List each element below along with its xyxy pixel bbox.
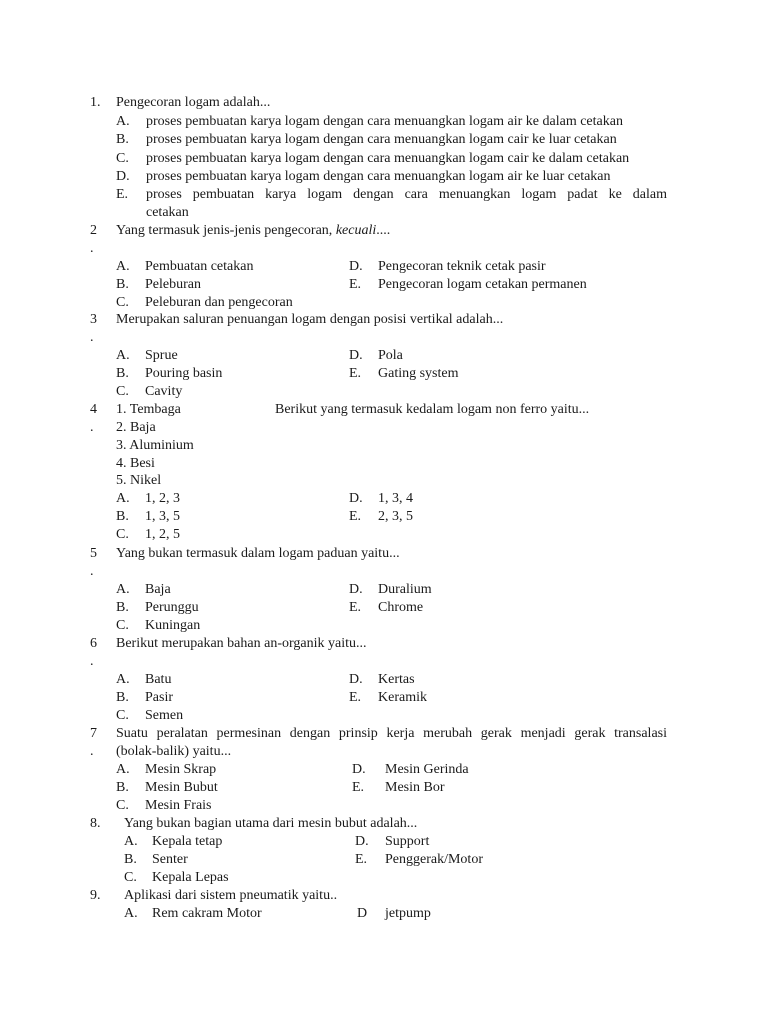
option-text: proses pembuatan karya logam dengan cara menuangkan logam padat ke dalam: [146, 187, 667, 202]
option-text: Senter: [152, 852, 188, 867]
question-number-dot: .: [90, 744, 94, 759]
option-text: proses pembuatan karya logam dengan cara menuangkan logam air ke luar cetakan: [146, 169, 611, 184]
option-letter: D.: [349, 348, 363, 363]
question-number: 8.: [90, 816, 101, 831]
option-letter: B.: [116, 600, 129, 615]
question-text: Merupakan saluran penuangan logam dengan posisi vertikal adalah...: [116, 312, 504, 327]
option-letter: E.: [349, 600, 362, 615]
question-text: Suatu peralatan permesinan dengan prinsip kerja merubah gerak menjadi gerak transalasi: [116, 726, 667, 741]
option-letter: E.: [349, 690, 362, 705]
option-letter: B.: [116, 366, 129, 381]
option-letter: B.: [116, 690, 129, 705]
option-letter: A.: [116, 348, 130, 363]
option-letter: E.: [349, 366, 362, 381]
material-list-item: 2. Baja: [116, 420, 156, 435]
question-number-dot: .: [90, 420, 94, 435]
option-letter: C.: [116, 618, 129, 633]
question-text-continued: (bolak-balik) yaitu...: [116, 744, 232, 759]
option-text: Chrome: [378, 600, 424, 615]
option-text-continued: cetakan: [146, 205, 189, 220]
question-number: 1.: [90, 95, 101, 110]
option-text: 1, 3, 4: [378, 491, 413, 506]
option-text: Keramik: [378, 690, 427, 705]
option-letter: C.: [116, 384, 129, 399]
question-text-main: Yang termasuk jenis-jenis pengecoran,: [116, 223, 336, 238]
option-letter: A.: [116, 114, 130, 129]
question-number-dot: .: [90, 654, 94, 669]
option-text: Peleburan: [145, 277, 201, 292]
question-number: 2: [90, 223, 97, 238]
option-letter: A.: [116, 762, 130, 777]
option-text: Mesin Bor: [385, 780, 445, 795]
question-text: Berikut yang termasuk kedalam logam non ferro yaitu...: [275, 402, 590, 417]
option-text: Pouring basin: [145, 366, 223, 381]
option-letter: D.: [349, 582, 363, 597]
option-letter: E.: [352, 780, 365, 795]
option-letter: E.: [349, 277, 362, 292]
option-text: Kepala tetap: [152, 834, 223, 849]
question-text: Berikut merupakan bahan an-organik yaitu...: [116, 636, 367, 651]
option-letter: E.: [349, 509, 362, 524]
question-number-dot: .: [90, 330, 94, 345]
question-text: Yang bukan termasuk dalam logam paduan yaitu...: [116, 546, 400, 561]
material-list-item: 4. Besi: [116, 456, 155, 471]
question-number: 6: [90, 636, 97, 651]
option-letter: C.: [116, 527, 129, 542]
option-text: Mesin Bubut: [145, 780, 218, 795]
option-text: Pengecoran logam cetakan permanen: [378, 277, 587, 292]
option-text: Mesin Skrap: [145, 762, 217, 777]
material-list-item: 3. Aluminium: [116, 438, 194, 453]
option-letter: C.: [124, 870, 137, 885]
option-text: Cavity: [145, 384, 183, 399]
option-text: proses pembuatan karya logam dengan cara menuangkan logam air ke dalam cetakan: [146, 114, 623, 129]
option-letter: C.: [116, 708, 129, 723]
option-text: Mesin Gerinda: [385, 762, 469, 777]
option-text: 1, 2, 5: [145, 527, 180, 542]
option-text: Peleburan dan pengecoran: [145, 295, 293, 310]
option-text: 2, 3, 5: [378, 509, 413, 524]
option-text: Kuningan: [145, 618, 201, 633]
option-text: Support: [385, 834, 430, 849]
option-text: Duralium: [378, 582, 432, 597]
option-letter: B.: [116, 780, 129, 795]
option-letter: E.: [355, 852, 368, 867]
question-number: 7: [90, 726, 97, 741]
option-text: Mesin Frais: [145, 798, 212, 813]
material-list-item: 1. Tembaga: [116, 402, 181, 417]
question-text-tail: ....: [376, 223, 391, 238]
option-text: 1, 3, 5: [145, 509, 180, 524]
question-number: 9.: [90, 888, 101, 903]
option-text: Rem cakram Motor: [152, 906, 262, 921]
option-letter: C.: [116, 295, 129, 310]
option-letter: A.: [116, 259, 130, 274]
option-letter: C.: [116, 151, 129, 166]
option-letter: D.: [116, 169, 130, 184]
option-letter: E.: [116, 187, 129, 202]
option-letter: D.: [352, 762, 366, 777]
option-letter: D.: [349, 491, 363, 506]
question-text: Aplikasi dari sistem pneumatik yaitu..: [124, 888, 338, 903]
option-text: Sprue: [145, 348, 178, 363]
option-text: Kepala Lepas: [152, 870, 229, 885]
option-text: Gating system: [378, 366, 459, 381]
question-number: 4: [90, 402, 97, 417]
question-number-dot: .: [90, 241, 94, 256]
question-text: Pengecoran logam adalah...: [116, 95, 271, 110]
option-letter: A.: [116, 672, 130, 687]
option-text: Pengecoran teknik cetak pasir: [378, 259, 546, 274]
option-letter: B.: [116, 509, 129, 524]
question-number: 5: [90, 546, 97, 561]
option-text: Baja: [145, 582, 171, 597]
question-number-dot: .: [90, 564, 94, 579]
option-text: Pasir: [145, 690, 173, 705]
option-text: Pembuatan cetakan: [145, 259, 254, 274]
option-letter: B.: [124, 852, 137, 867]
option-letter: D.: [349, 259, 363, 274]
option-letter: A.: [116, 582, 130, 597]
option-letter: A.: [116, 491, 130, 506]
option-text: Batu: [145, 672, 172, 687]
option-letter: D.: [349, 672, 363, 687]
question-text: [116, 222, 390, 240]
option-text: proses pembuatan karya logam dengan cara menuangkan logam cair ke dalam cetakan: [146, 151, 630, 166]
material-list-item: 5. Nikel: [116, 473, 162, 488]
question-text-emphasis: kecuali: [335, 223, 377, 238]
question-text: Yang bukan bagian utama dari mesin bubut adalah...: [124, 816, 418, 831]
option-text: Kertas: [378, 672, 415, 687]
option-text: Perunggu: [145, 600, 199, 615]
option-letter: D.: [355, 834, 369, 849]
option-letter: A.: [124, 906, 138, 921]
option-text: Semen: [145, 708, 184, 723]
option-text: jetpump: [385, 906, 431, 921]
option-text: Penggerak/Motor: [385, 852, 483, 867]
option-letter: B.: [116, 277, 129, 292]
option-letter: D: [357, 906, 368, 921]
option-text: proses pembuatan karya logam dengan cara menuangkan logam cair ke luar cetakan: [146, 132, 617, 147]
question-number: 3: [90, 312, 97, 327]
option-text: 1, 2, 3: [145, 491, 180, 506]
option-letter: C.: [116, 798, 129, 813]
option-letter: B.: [116, 132, 129, 147]
option-text: Pola: [378, 348, 403, 363]
option-letter: A.: [124, 834, 138, 849]
